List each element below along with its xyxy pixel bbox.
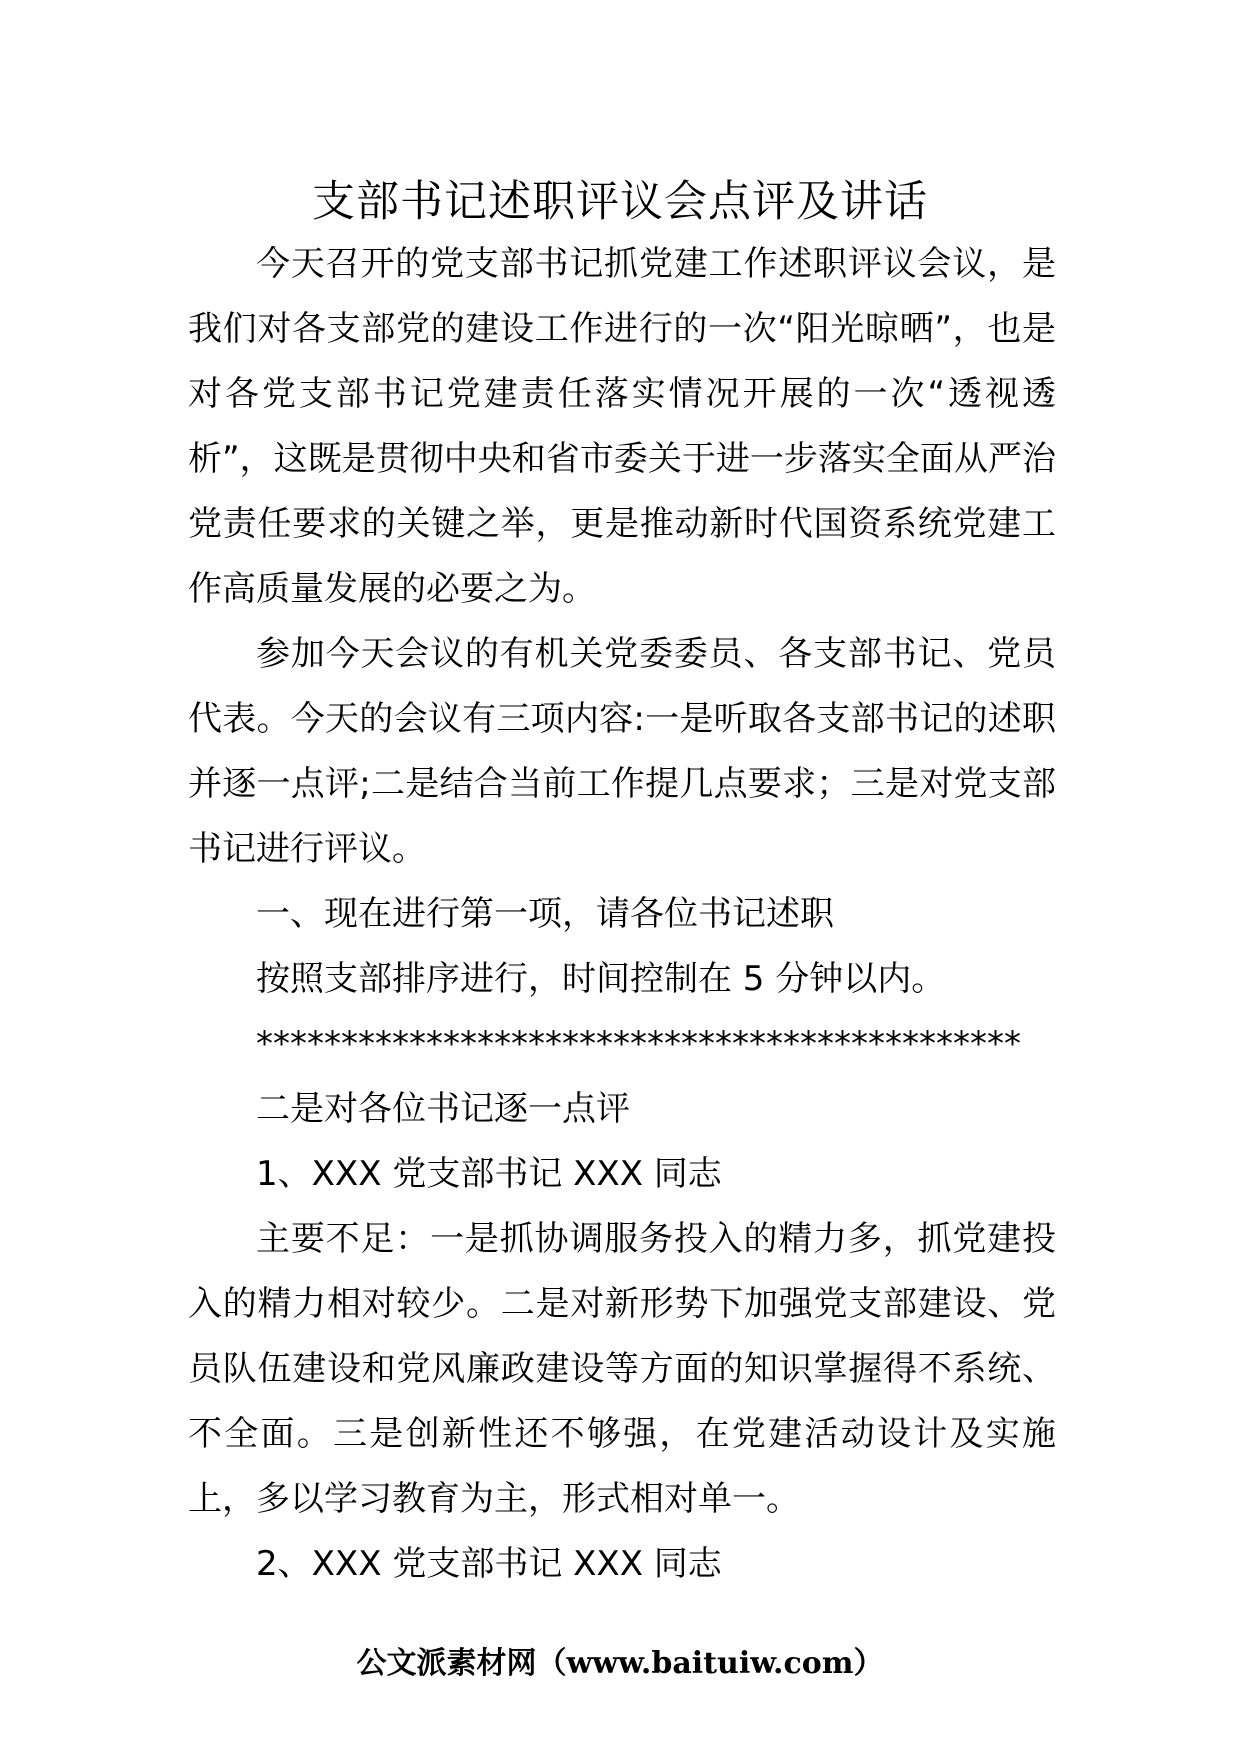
section-heading-comments: 二是对各位书记逐一点评: [256, 1089, 630, 1129]
subheading-secretary-1: 1、XXX 党支部书记 XXX 同志: [256, 1154, 722, 1194]
document-title: 支部书记述职评议会点评及讲话: [312, 177, 928, 227]
subheading-secretary-2: 2、XXX 党支部书记 XXX 同志: [256, 1544, 722, 1584]
document-body: [188, 232, 1056, 1597]
section-heading-first-item: 一、现在进行第一项，请各位书记述职: [256, 894, 834, 934]
separator-asterisks: *********************************************: [256, 1024, 1021, 1064]
paragraph-shortcomings: 主要不足：一是抓协调服务投入的精力多，抓党建投入的精力相对较少。二是对新形势下加强党支部建设、党员队伍建设和党风廉政建设等方面的知识掌握得不系统、不全面。三是创新性还不够强，在党建活动设计及实施上，多以学习教育为主，形式相对单一。: [188, 1219, 1056, 1519]
paragraph-attendees: 参加今天会议的有机关党委委员、各支部书记、党员代表。今天的会议有三项内容:一是听取各支部书记的述职并逐一点评;二是结合当前工作提几点要求；三是对党支部书记进行评议。: [188, 634, 1056, 869]
paragraph-time-limit: 按照支部排序进行，时间控制在 5 分钟以内。: [256, 959, 946, 999]
footer-watermark: 公文派素材网（www.baituiw.com）: [356, 1646, 884, 1681]
paragraph-intro: 今天召开的党支部书记抓党建工作述职评议会议，是我们对各支部党的建设工作进行的一次“阳光晾晒”，也是对各党支部书记党建责任落实情况开展的一次“透视透析”，这既是贯彻中央和省市委关于进一步落实全面从严治党责任要求的关键之举，更是推动新时代国资系统党建工作高质量发展的必要之为。: [188, 244, 1056, 609]
